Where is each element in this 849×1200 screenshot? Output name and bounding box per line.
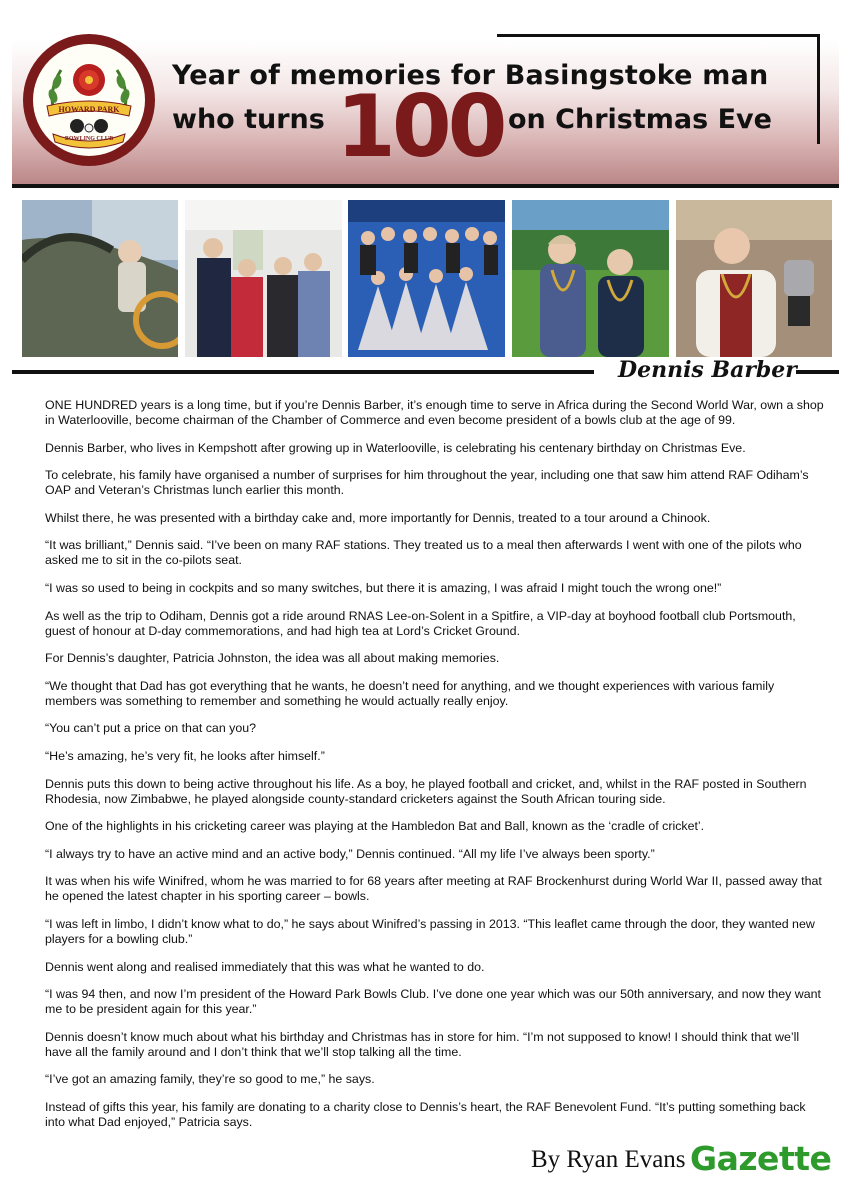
- trophy-portrait-photo: [676, 200, 832, 357]
- article-paragraph: For Dennis’s daughter, Patricia Johnston, the idea was all about making memories.: [45, 651, 500, 666]
- article-paragraph: Instead of gifts this year, his family are donating to a charity close to Dennis’s heart, the RAF Benevolent Fund. “It’s putting something back into what Dad enjoyed,” Patricia says.: [45, 1099, 806, 1129]
- caption-rule-right: [796, 370, 839, 374]
- mayor-portrait-photo: [512, 200, 669, 357]
- logo-text-top: HOWARD PARK: [58, 105, 120, 114]
- article-body: [45, 398, 825, 1142]
- article-paragraph: It was when his wife Winifred, whom he was married to for 68 years after meeting at RAF Brockenhurst during World War II, passed away that he opened the latest chapter in his sporting career – bowls.: [45, 874, 822, 904]
- article-paragraph: Dennis Barber, who lives in Kempshott after growing up in Waterlooville, is celebrating his centenary birthday on Christmas Eve.: [45, 440, 746, 455]
- article-paragraph: “I was left in limbo, I didn’t know what to do,” he says about Winifred’s passing in 2013. “This leaflet came through the door, they wanted new players for a bowling club.”: [45, 916, 815, 946]
- caption-rule-left: [12, 370, 594, 374]
- header-divider: [12, 184, 839, 188]
- byline: By Ryan Evans: [531, 1146, 686, 1173]
- article-paragraph: One of the highlights in his cricketing career was playing at the Hambledon Bat and Ball, known as the ‘cradle of cricket’.: [45, 819, 705, 834]
- headline-line2-start: who turns: [172, 104, 325, 135]
- article-paragraph: “He’s amazing, he’s very fit, he looks after himself.”: [45, 748, 325, 763]
- article-paragraph: Dennis puts this down to being active throughout his life. As a boy, he played football and cricket, and, whilst in the RAF posted in Southern Rhodesia, now Zimbabwe, he played alongside county-standard cricketers against the South African touring side.: [45, 776, 807, 806]
- header-corner-rule-top: [497, 34, 819, 37]
- article-paragraph: ONE HUNDRED years is a long time, but if you’re Dennis Barber, it’s enough time to serve in Africa during the Second World War, own a shop in Waterlooville, become chairman of the Chamber of Commerce and even become president of a bowls club at the age of 99.: [45, 398, 824, 427]
- logo-text-bottom: BOWLING CLUB: [64, 136, 114, 142]
- header-corner-rule-right: [817, 34, 820, 144]
- headline-number: 100: [336, 77, 504, 177]
- article-paragraph: “I always try to have an active mind and an active body,” Dennis continued. “All my life I’ve always been sporty.”: [45, 846, 655, 861]
- dancers-group-photo: [348, 200, 505, 357]
- article-paragraph: “We thought that Dad has got everything that he wants, he doesn’t need for anything, and we thought experiences with various family members was something to remember and something he would actually really enjoy.: [45, 678, 775, 708]
- article-paragraph: Whilst there, he was presented with a birthday cake and, more importantly for Dennis, treated to a tour around a Chinook.: [45, 510, 711, 525]
- article-paragraph: “I’ve got an amazing family, they’re so good to me,” he says.: [45, 1072, 375, 1087]
- article-paragraph: “I was so used to being in cockpits and so many switches, but there it is amazing, I was afraid I might touch the wrong one!”: [45, 580, 722, 595]
- photo-caption: Dennis Barber: [618, 357, 797, 383]
- spitfire-cockpit-photo: [22, 200, 178, 357]
- article-paragraph: Dennis doesn’t know much about what his birthday and Christmas has in store for him. “I’m not supposed to know! I should think that we’ll have all the family around and I don’t think that we’ll stop talking all the time.: [45, 1029, 800, 1059]
- article-paragraph: “I was 94 then, and now I’m president of the Howard Park Bowls Club. I’ve done one year which was our 50th anniversary, and now they want me to be president again for this year.”: [45, 987, 821, 1017]
- group-portrait-photo: [185, 200, 342, 357]
- article-paragraph: Dennis went along and realised immediately that this was what he wanted to do.: [45, 959, 485, 974]
- article-paragraph: “It was brilliant,” Dennis said. “I’ve been on many RAF stations. They treated us to a meal then afterwards I went with one of the pilots who asked me to sit in the co-pilots seat.: [45, 538, 802, 568]
- headline-line2-end: on Christmas Eve: [508, 104, 772, 135]
- headline-line1: Year of memories for Basingstoke man: [172, 60, 769, 91]
- article-paragraph: As well as the trip to Odiham, Dennis got a ride around RNAS Lee-on-Solent in a Spitfire, a VIP-day at boyhood football club Portsmouth, guest of honour at D-day commemorations, and had high tea at Lord’s Cricket Ground.: [45, 608, 796, 638]
- article-paragraph: “You can’t put a price on that can you?: [45, 721, 257, 736]
- gazette-logo: Gazette: [690, 1139, 832, 1178]
- bowling-club-logo: [23, 34, 155, 166]
- article-paragraph: To celebrate, his family have organised a number of surprises for him throughout the year, including one that saw him attend RAF Odiham’s OAP and Veteran’s Christmas lunch earlier this month.: [45, 468, 809, 498]
